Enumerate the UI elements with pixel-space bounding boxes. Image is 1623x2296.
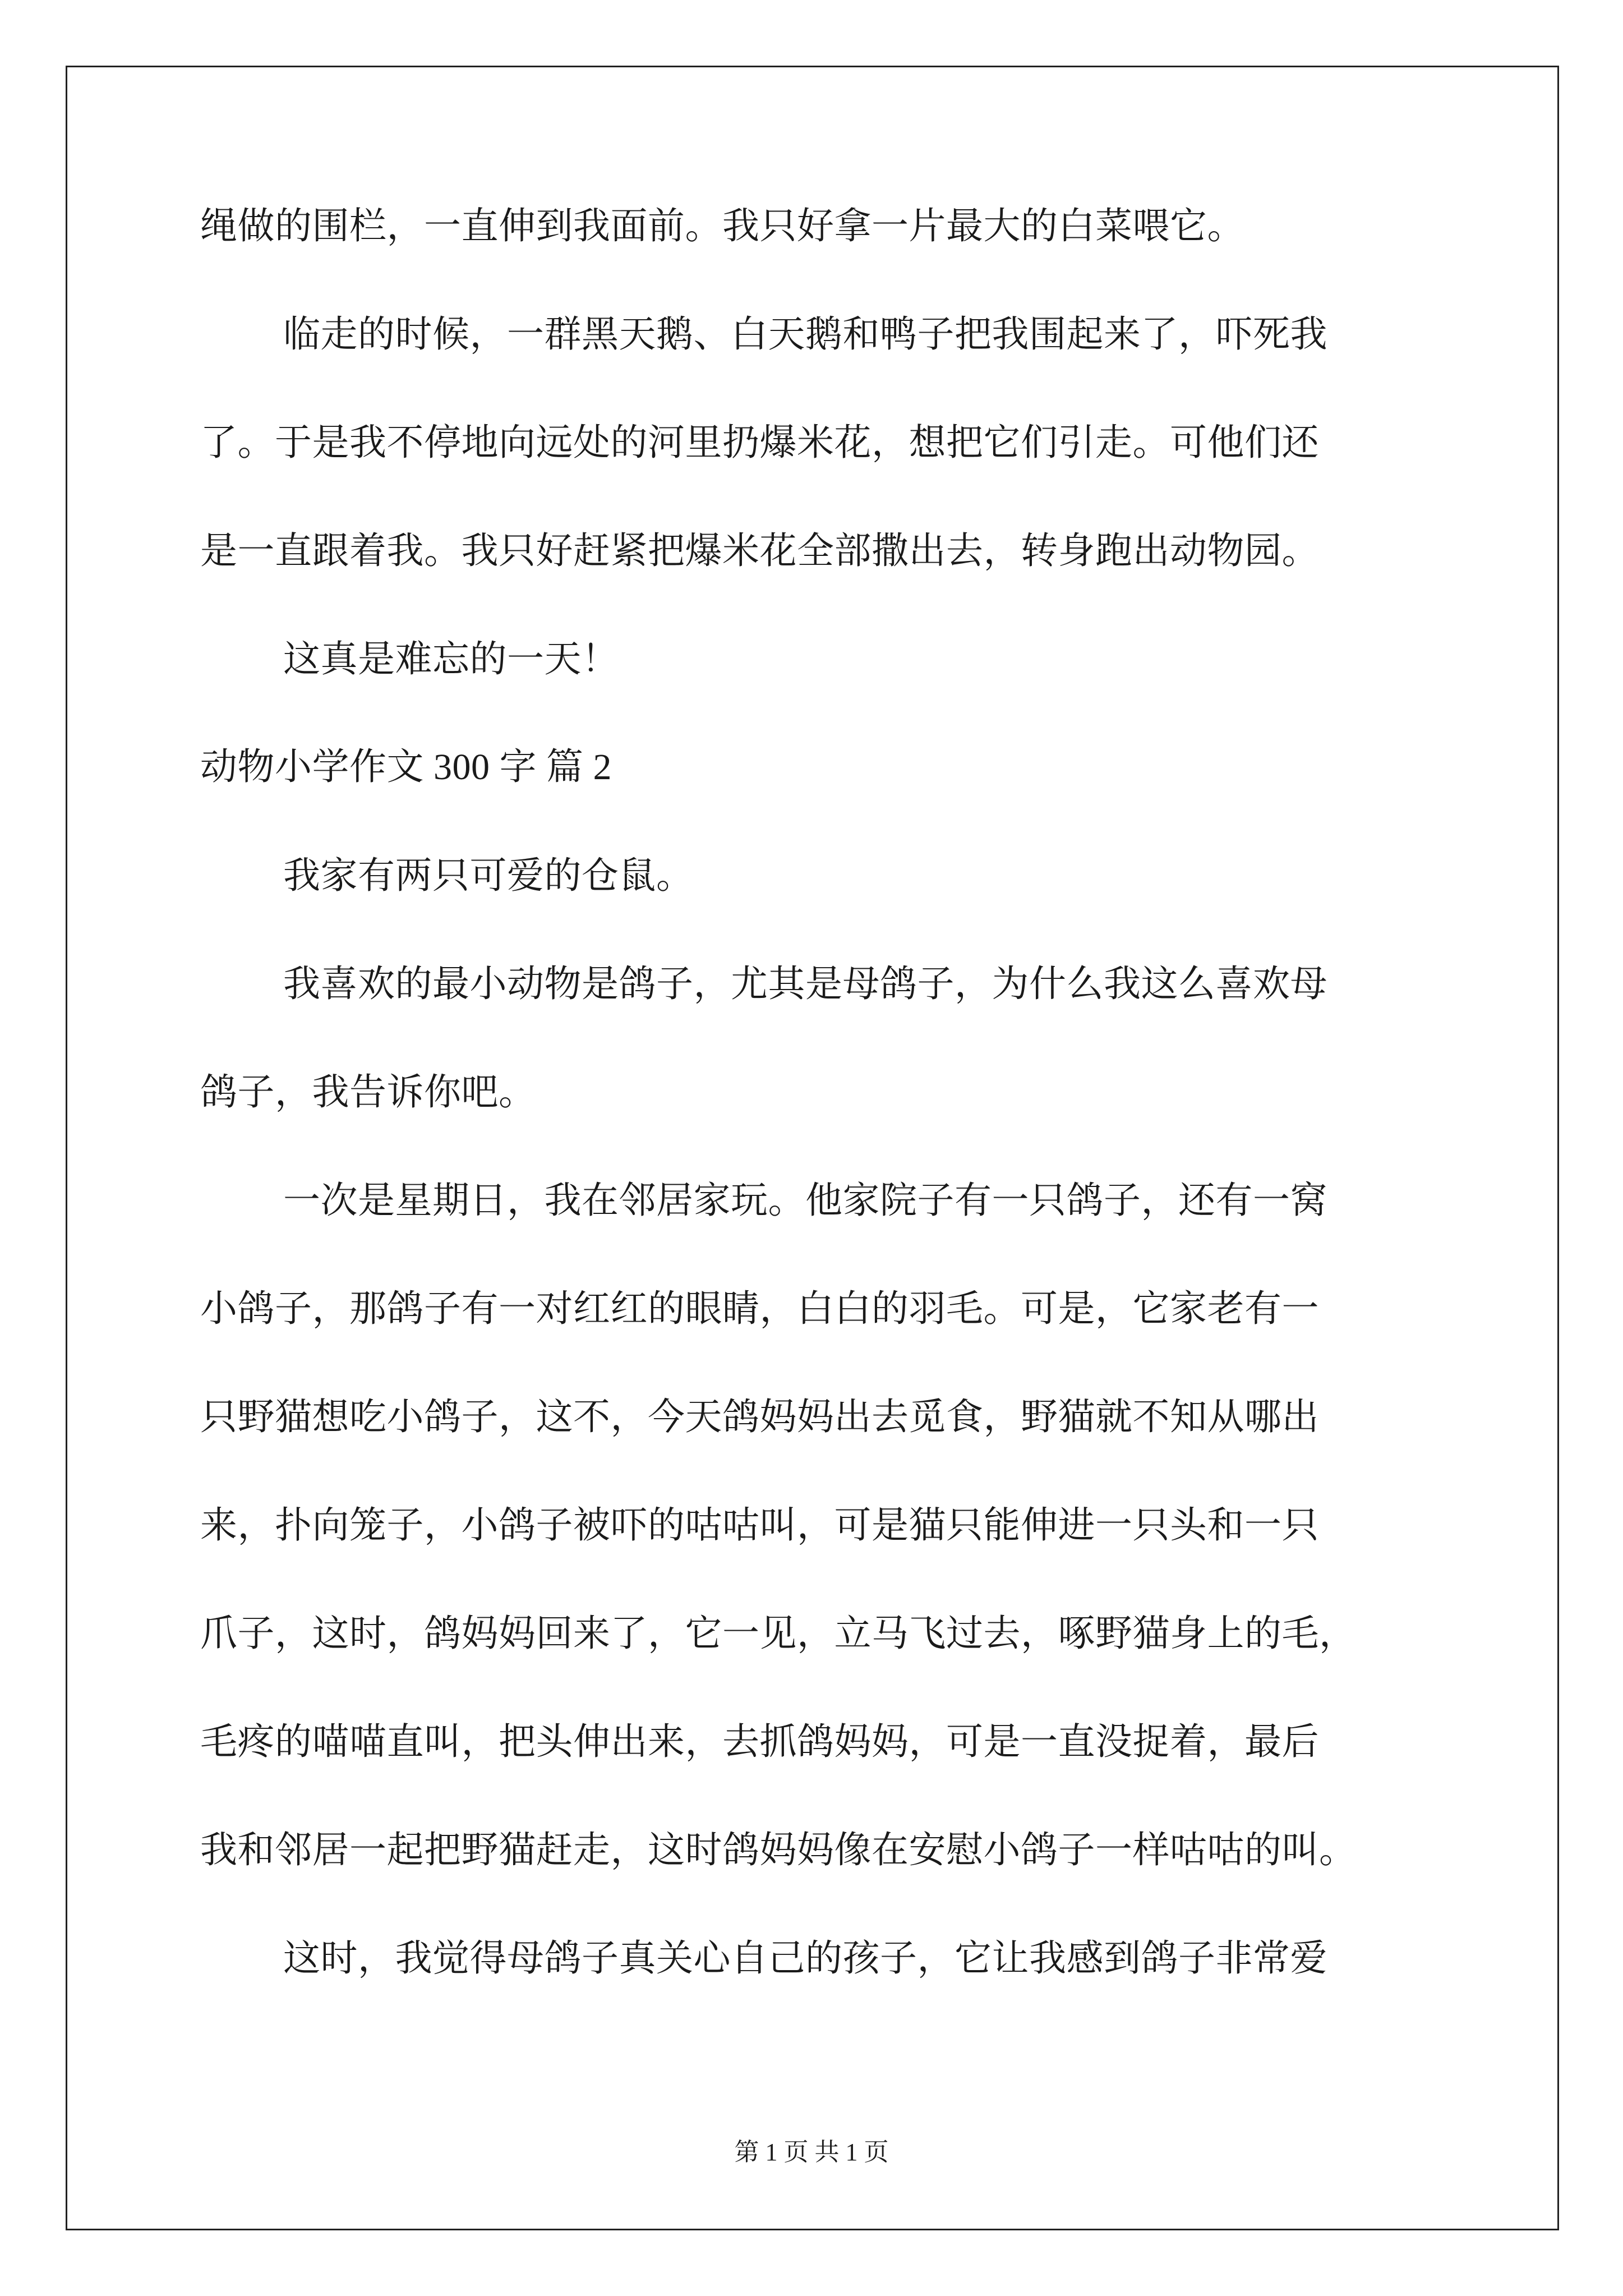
text-line: 这时，我觉得母鸽子真关心自己的孩子，它让我感到鸽子非常爱: [283, 1936, 1327, 1980]
text-line: 我和邻居一起把野猫赶走，这时鸽妈妈像在安慰小鸽子一样咕咕的叫。: [200, 1828, 1357, 1871]
text-line: 只野猫想吃小鸽子，这不，今天鸽妈妈出去觅食，野猫就不知从哪出: [200, 1395, 1319, 1438]
text-line: 临走的时候，一群黑天鹅、白天鹅和鸭子把我围起来了，吓死我: [283, 312, 1327, 356]
text-line: 爪子，这时，鸽妈妈回来了，它一见，立马飞过去，啄野猫身上的毛，: [200, 1612, 1357, 1655]
text-line: 一次是星期日，我在邻居家玩。他家院子有一只鸽子，还有一窝: [283, 1179, 1327, 1222]
text-line: 我喜欢的最小动物是鸽子，尤其是母鸽子，为什么我这么喜欢母: [283, 962, 1327, 1005]
text-line: 我家有两只可爱的仓鼠。: [283, 854, 694, 897]
text-line: 来，扑向笼子，小鸽子被吓的咕咕叫，可是猫只能伸进一只头和一只: [200, 1503, 1319, 1547]
text-line: 是一直跟着我。我只好赶紧把爆米花全部撒出去，转身跑出动物园。: [200, 529, 1319, 572]
text-line: 这真是难忘的一天！: [283, 637, 619, 680]
text-line: 绳做的围栏，一直伸到我面前。我只好拿一片最大的白菜喂它。: [200, 204, 1244, 247]
text-line: 了。于是我不停地向远处的河里扔爆米花，想把它们引走。可他们还: [200, 421, 1319, 464]
text-line: 鸽子，我告诉你吧。: [200, 1070, 536, 1114]
section-heading: 动物小学作文 300 字 篇 2: [200, 747, 612, 788]
page-number-footer: 第 1 页 共 1 页: [734, 2138, 889, 2166]
text-line: 毛疼的喵喵直叫，把头伸出来，去抓鸽妈妈，可是一直没捉着，最后: [200, 1720, 1319, 1763]
text-line: 小鸽子，那鸽子有一对红红的眼睛，白白的羽毛。可是，它家老有一: [200, 1287, 1319, 1330]
document-body: [200, 204, 1423, 2048]
